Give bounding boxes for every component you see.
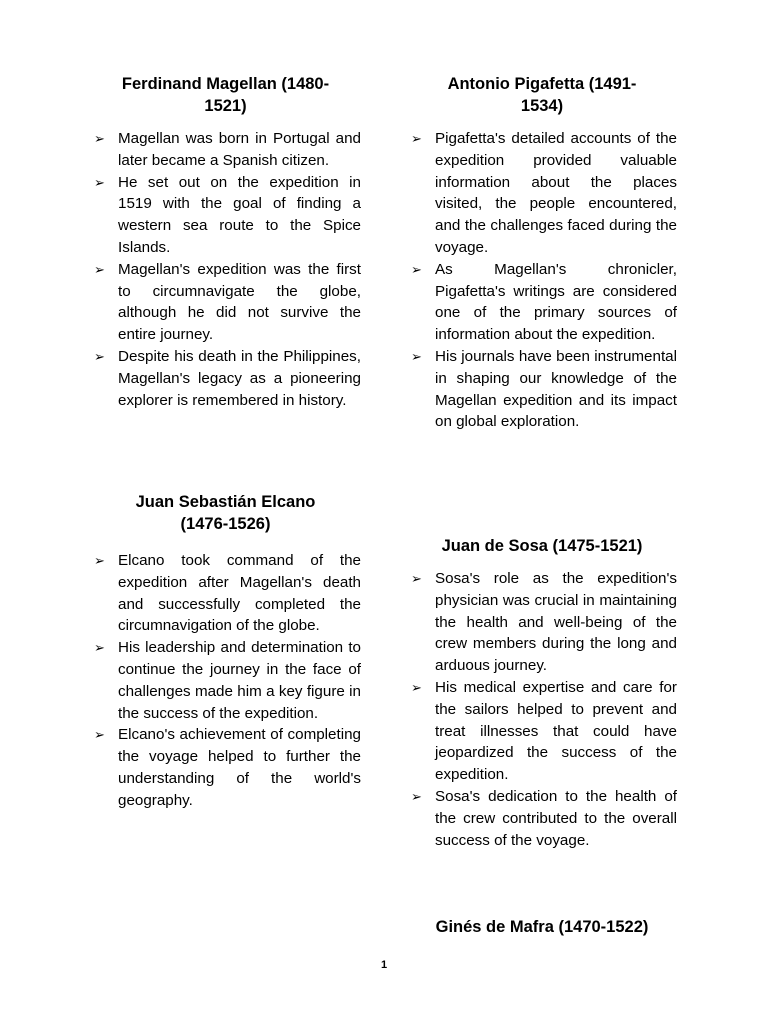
- bullet-item: [407, 786, 677, 851]
- bullet-text: Sosa's role as the expedition's physician was crucial in maintaining the health and well-being of the crew members during the long and arduous journey.: [435, 570, 677, 675]
- arrowhead-bullet-icon: ➢: [94, 553, 105, 568]
- bullet-item: [90, 550, 361, 637]
- heading-line: (1476-1526): [180, 515, 271, 533]
- section-magellan: [90, 73, 361, 411]
- section-pigafetta: [407, 73, 677, 433]
- section-heading: [407, 535, 677, 557]
- section-elcano: [90, 491, 361, 812]
- arrowhead-bullet-icon: ➢: [94, 174, 105, 190]
- section-sosa: [407, 535, 677, 851]
- bullet-text: He set out on the expedition in 1519 with the goal of finding a western sea route to the Spice Islands.: [118, 173, 361, 256]
- bullet-text: Magellan was born in Portugal and later became a Spanish citizen.: [118, 130, 361, 169]
- arrowhead-bullet-icon: ➢: [411, 261, 422, 277]
- bullet-item: [90, 172, 361, 259]
- section-heading: [90, 491, 361, 535]
- section-heading: [407, 916, 677, 938]
- bullet-text: Despite his death in the Philippines, Magellan's legacy as a pioneering explorer is remembered in history.: [118, 347, 361, 409]
- bullet-text: His medical expertise and care for the sailors helped to prevent and treat illnesses that could have jeopardized the success of the expedition.: [435, 678, 677, 784]
- arrowhead-bullet-icon: ➢: [411, 679, 422, 695]
- bullet-list: [90, 550, 361, 812]
- heading-line: Antonio Pigafetta (1491-: [447, 75, 637, 93]
- heading-line: 1534): [520, 97, 564, 115]
- bullet-list: [90, 128, 361, 411]
- bullet-text: Pigafetta's detailed accounts of the expedition provided valuable information about the places visited, the people encountered, and the challenges faced during the voyage.: [435, 130, 677, 256]
- heading-line: 1521): [204, 97, 247, 115]
- bullet-list: [407, 568, 677, 851]
- bullet-text: As Magellan's chronicler, Pigafetta's writings are considered one of the primary sources of information about the expedition.: [435, 260, 677, 344]
- page-number: 1: [380, 959, 388, 971]
- bullet-text: Sosa's dedication to the health of the crew contributed to the overall success of the voyage.: [435, 787, 677, 849]
- bullet-item: [90, 259, 361, 346]
- arrowhead-bullet-icon: ➢: [94, 348, 105, 364]
- section-heading: [90, 73, 361, 117]
- bullet-text: Elcano's achievement of completing the voyage helped to further the understanding of the world's geography.: [118, 726, 361, 809]
- arrowhead-bullet-icon: ➢: [411, 571, 422, 586]
- bullet-list: [407, 128, 677, 433]
- section-mafra: [407, 916, 677, 938]
- bullet-text: His leadership and determination to continue the journey in the face of challenges made him a key figure in the success of the expedition.: [118, 639, 361, 722]
- bullet-item: [407, 677, 677, 786]
- bullet-item: [90, 128, 361, 172]
- arrowhead-bullet-icon: ➢: [94, 131, 105, 146]
- heading-line: Juan de Sosa (1475-1521): [441, 537, 643, 555]
- arrowhead-bullet-icon: ➢: [94, 727, 105, 743]
- arrowhead-bullet-icon: ➢: [94, 261, 105, 277]
- bullet-item: [90, 637, 361, 724]
- heading-line: Ginés de Mafra (1470-1522): [435, 918, 649, 936]
- bullet-item: [90, 724, 361, 811]
- bullet-text: His journals have been instrumental in shaping our knowledge of the Magellan expedition and its impact on global exploration.: [435, 347, 677, 431]
- bullet-item: [407, 568, 677, 677]
- bullet-item: [407, 128, 677, 259]
- arrowhead-bullet-icon: ➢: [94, 640, 105, 656]
- arrowhead-bullet-icon: ➢: [411, 788, 422, 804]
- bullet-text: Magellan's expedition was the first to circumnavigate the globe, although he did not survive the entire journey.: [118, 260, 361, 344]
- bullet-text: Elcano took command of the expedition after Magellan's death and successfully completed the circumnavigation of the globe.: [118, 552, 361, 635]
- heading-line: Juan Sebastián Elcano: [135, 493, 316, 511]
- bullet-item: [407, 346, 677, 433]
- heading-line: Ferdinand Magellan (1480-: [121, 75, 330, 93]
- arrowhead-bullet-icon: ➢: [411, 348, 422, 364]
- arrowhead-bullet-icon: ➢: [411, 131, 422, 146]
- bullet-item: [90, 346, 361, 411]
- section-heading: [407, 73, 677, 117]
- bullet-item: [407, 259, 677, 346]
